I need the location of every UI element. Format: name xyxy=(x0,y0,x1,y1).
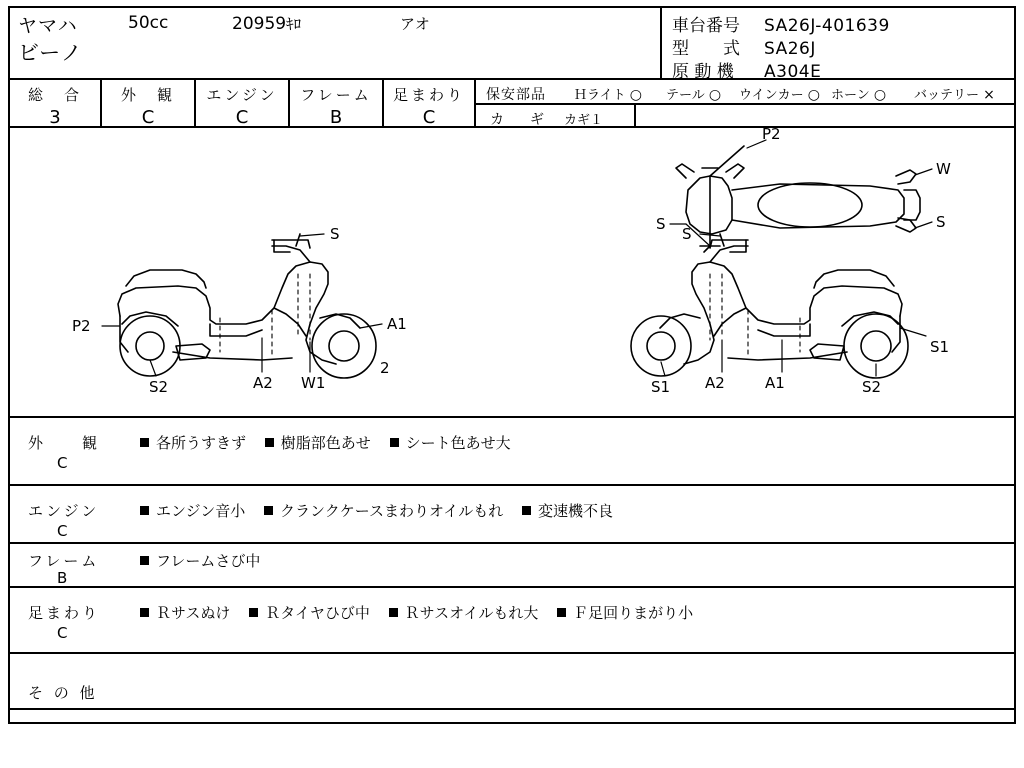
bullet-square-icon xyxy=(265,438,274,447)
condition-row-exterior xyxy=(10,418,1014,486)
horn-mark-icon: ○ xyxy=(873,87,887,103)
displacement: 50cc xyxy=(128,13,169,33)
diagram-label-w-top: W xyxy=(936,160,951,178)
bullet-square-icon xyxy=(140,506,149,515)
battery-mark-icon: × xyxy=(983,87,995,103)
engine-value: A304E xyxy=(764,62,822,82)
mileage-value: 20959 xyxy=(232,14,287,34)
key-label: カ ギ xyxy=(490,112,550,128)
diagram-label-s1-right: S1 xyxy=(930,338,950,356)
grade-title: フレーム xyxy=(300,86,372,104)
condition-item: Ｆ足回りまがり小 xyxy=(557,604,693,622)
condition-category: 足まわり xyxy=(28,604,101,622)
maker-name: ヤマハ xyxy=(18,15,78,37)
condition-row-engine xyxy=(10,486,1014,544)
grade-value: 3 xyxy=(49,107,61,128)
grade-title: 総 合 xyxy=(27,86,82,104)
grade-value: C xyxy=(141,107,155,128)
key-row xyxy=(476,105,636,128)
safety-parts-label: 保安部品 xyxy=(486,87,546,103)
grade-cell-engine xyxy=(196,80,290,126)
diagram-label-w1-left: W1 xyxy=(301,374,326,392)
condition-item: フレームさび中 xyxy=(140,552,260,570)
type-label: 型 式 xyxy=(672,39,740,59)
diagram-label-s1-right2: S1 xyxy=(651,378,671,396)
grade-row xyxy=(10,80,1014,128)
bullet-square-icon xyxy=(140,556,149,565)
chassis-number-label: 車台番号 xyxy=(672,16,740,36)
bullet-square-icon xyxy=(140,608,149,617)
condition-items xyxy=(140,602,707,623)
safety-item-headlight: Ｈライト ○ xyxy=(574,87,642,103)
diagram-label-a2-left: A2 xyxy=(253,374,273,392)
engine-label: 原 動 機 xyxy=(672,62,734,82)
condition-grade: C xyxy=(57,624,68,642)
condition-grade: B xyxy=(57,569,68,587)
condition-item: Ｒサスオイルもれ大 xyxy=(389,604,539,622)
type-value: SA26J xyxy=(764,39,816,59)
body-color: アオ xyxy=(400,15,430,33)
grade-title: エンジン xyxy=(206,86,278,104)
condition-category: エンジン xyxy=(28,502,100,520)
grade-cell-frame xyxy=(290,80,384,126)
diagram-label-s-top: S xyxy=(936,213,946,231)
condition-item: シート色あせ大 xyxy=(390,434,511,452)
bullet-square-icon xyxy=(264,506,273,515)
bullet-square-icon xyxy=(557,608,566,617)
safety-item-winker: ウインカー ○ xyxy=(739,87,820,103)
grade-cell-exterior xyxy=(102,80,196,126)
condition-row-frame xyxy=(10,544,1014,588)
grade-value: B xyxy=(329,107,343,128)
diagram-label-s-right: S xyxy=(682,225,692,243)
bullet-square-icon xyxy=(249,608,258,617)
diagram-label-a1-left: A1 xyxy=(387,315,407,333)
header xyxy=(10,8,1014,80)
damage-diagram xyxy=(10,128,1014,418)
safety-parts-row xyxy=(476,80,1016,105)
condition-item: Ｒサスぬけ xyxy=(140,604,230,622)
safety-item-battery: バッテリー × xyxy=(914,87,995,103)
diagram-svg xyxy=(10,128,1014,416)
diagram-label-s-top2: S xyxy=(656,215,666,233)
condition-item: 変速機不良 xyxy=(522,502,613,520)
header-right xyxy=(660,8,1016,82)
mileage-unit: ｷﾛ xyxy=(286,15,302,33)
diagram-label-a1-right: A1 xyxy=(765,374,785,392)
condition-category: そ の 他 xyxy=(28,684,98,702)
condition-item: 樹脂部色あせ xyxy=(265,434,371,452)
safety-parts-block xyxy=(476,80,1016,126)
grade-title: 足まわり xyxy=(392,86,465,104)
condition-row-other xyxy=(10,654,1014,710)
condition-items xyxy=(140,550,274,571)
condition-grade: C xyxy=(57,522,68,540)
condition-items xyxy=(140,500,627,521)
condition-category: フレーム xyxy=(28,552,100,570)
type-row xyxy=(662,34,1016,59)
condition-row-suspension xyxy=(10,588,1014,654)
chassis-number-row xyxy=(662,11,1016,36)
diagram-label-2-left: 2 xyxy=(380,359,390,377)
model-name: ビーノ xyxy=(18,41,83,65)
key-value: カギ１ xyxy=(564,113,604,128)
condition-items xyxy=(140,432,525,453)
engine-row xyxy=(662,57,1016,82)
diagram-label-p2-top: P2 xyxy=(762,128,781,143)
bullet-square-icon xyxy=(390,438,399,447)
diagram-label-s2-left: S2 xyxy=(149,378,169,396)
diagram-label-s-left: S xyxy=(330,225,340,243)
safety-item-horn: ホーン ○ xyxy=(831,87,887,103)
diagram-label-s2-right: S2 xyxy=(862,378,882,396)
headlight-mark-icon: ○ xyxy=(629,87,642,103)
diagram-label-p2-left: P2 xyxy=(72,317,91,335)
grade-cell-total xyxy=(10,80,102,126)
grade-title: 外 観 xyxy=(120,86,175,104)
condition-category: 外 観 xyxy=(28,434,101,452)
condition-item: クランクケースまわりオイルもれ xyxy=(264,502,503,520)
mileage xyxy=(232,13,301,34)
chassis-number-value: SA26J-401639 xyxy=(764,16,890,36)
header-left xyxy=(10,8,660,78)
bullet-square-icon xyxy=(140,438,149,447)
winker-mark-icon: ○ xyxy=(807,87,820,103)
condition-item: Ｒタイヤひび中 xyxy=(249,604,370,622)
condition-grade: C xyxy=(57,454,68,472)
bullet-square-icon xyxy=(522,506,531,515)
diagram-label-a2-right: A2 xyxy=(705,374,725,392)
grade-value: C xyxy=(235,107,249,128)
sheet-frame xyxy=(8,6,1016,724)
safety-item-taillight: テール ○ xyxy=(666,87,722,103)
grade-cell-suspension xyxy=(384,80,476,126)
condition-item: 各所うすきず xyxy=(140,434,246,452)
grade-value: C xyxy=(422,107,436,128)
taillight-mark-icon: ○ xyxy=(708,87,722,103)
condition-item: エンジン音小 xyxy=(140,502,245,520)
bullet-square-icon xyxy=(389,608,398,617)
